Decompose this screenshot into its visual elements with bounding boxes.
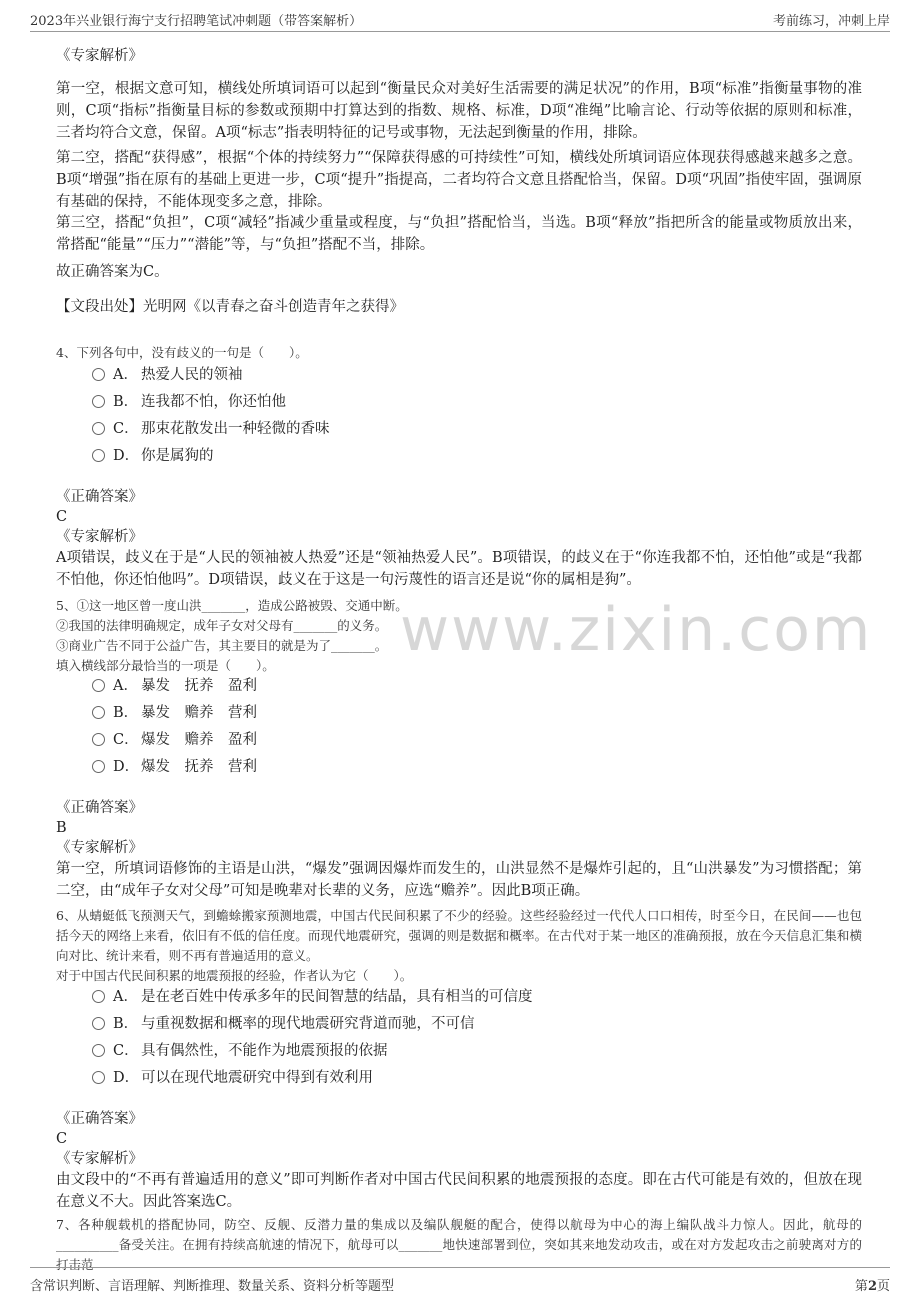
q4-option-d[interactable]: D． 你是属狗的 xyxy=(92,444,214,468)
q6-option-d[interactable]: D． 可以在现代地震研究中得到有效利用 xyxy=(92,1066,373,1090)
radio-icon[interactable] xyxy=(92,368,105,381)
q5-option-b[interactable]: B． 暴发 赡养 营利 xyxy=(92,701,257,725)
radio-icon[interactable] xyxy=(92,1044,105,1057)
q5-answer-block xyxy=(56,798,862,902)
q4-option-a[interactable]: A． 热爱人民的领袖 xyxy=(92,363,243,387)
answer-label: 《正确答案》 xyxy=(56,800,143,816)
q5-stem: 5、①这一地区曾一度山洪_______，造成公路被毁、交通中断。 ②我国的法律明确规定，成年子女对父母有_______的义务。 ③商业广告不同于公益广告，其主要目的就是为了_______。 填入横线部分最恰当的一项是（ ）。 xyxy=(56,598,408,673)
q3-conclusion: 故正确答案为C。 xyxy=(56,264,169,280)
q3-analysis-p3: 第三空，搭配“负担”，C项“减轻”指减少重量或程度，与“负担”搭配恰当，当选。B项“释放”指把所含的能量或物质放出来，常搭配“能量”“压力”“潜能”等，与“负担”搭配不当，排除。 xyxy=(56,215,862,253)
q5-option-a[interactable]: A． 暴发 抚养 盈利 xyxy=(92,674,257,698)
radio-icon[interactable] xyxy=(92,990,105,1003)
expert-label: 《专家解析》 xyxy=(56,840,143,856)
q7-stem: 7、各种舰载机的搭配协同，防空、反舰、反潜力量的集成以及编队舰艇的配合，使得以航母为中心的海上编队战斗力惊人。因此，航母的__________备受关注。在拥有持续高航速的情况下，航母可以_______地快速部署到位，突如其来地发动攻击，或在对方发起攻击之前驶离对方的打击范 xyxy=(56,1217,862,1272)
answer-value: C xyxy=(56,509,68,525)
radio-icon[interactable] xyxy=(92,422,105,435)
q5-option-d[interactable]: D． 爆发 抚养 营利 xyxy=(92,755,257,779)
radio-icon[interactable] xyxy=(92,706,105,719)
radio-icon[interactable] xyxy=(92,760,105,773)
q4-answer-block xyxy=(56,487,862,591)
q4-stem: 4、下列各句中，没有歧义的一句是（ ）。 xyxy=(56,345,308,360)
page-number: 第2页 xyxy=(854,1279,890,1294)
answer-value: B xyxy=(56,820,67,836)
answer-label: 《正确答案》 xyxy=(56,1111,143,1127)
radio-icon[interactable] xyxy=(92,449,105,462)
expert-label: 《专家解析》 xyxy=(56,529,143,545)
q4-analysis: A项错误，歧义在于是“人民的领袖被人热爱”还是“领袖热爱人民”。B项错误，的歧义在于“你连我都不怕，还怕他”或是“我都不怕他，你还怕他吗”。D项错误，歧义在于这是一句污蔑性的语言还是说“你的属相是狗”。 xyxy=(56,550,862,588)
q3-analysis-p1: 第一空，根据文意可知，横线处所填词语可以起到“衡量民众对美好生活需要的满足状况”的作用，B项“标准”指衡量事物的准则，C项“指标”指衡量目标的参数或预期中打算达到的指数、规格、标准，D项“准绳”比喻言论、行动等依据的原则和标准，三者均符合文意，保留。A项“标志”指表明特征的记号或事物，无法起到衡量的作用，排除。 xyxy=(56,81,862,141)
q6-analysis: 由文段中的“不再有普遍适用的意义”即可判断作者对中国古代民间积累的地震预报的态度。即在古代可能是有效的，但放在现在意义不大。因此答案选C。 xyxy=(56,1172,862,1210)
document-title: 2023年兴业银行海宁支行招聘笔试冲刺题（带答案解析） xyxy=(30,14,363,29)
q4-option-b[interactable]: B． 连我都不怕，你还怕他 xyxy=(92,390,286,414)
q6-answer-block xyxy=(56,1109,862,1213)
q6-option-a[interactable]: A． 是在老百姓中传承多年的民间智慧的结晶，具有相当的可信度 xyxy=(92,985,533,1009)
footer-note: 含常识判断、言语理解、判断推理、数量关系、资料分析等题型 xyxy=(30,1279,395,1294)
q5-analysis: 第一空，所填词语修饰的主语是山洪，“爆发”强调因爆炸而发生的，山洪显然不是爆炸引起的，且“山洪暴发”为习惯搭配；第二空，由“成年子女对父母”可知是晚辈对长辈的义务，应选“赡养”。因此B项正确。 xyxy=(56,861,862,899)
header-slogan: 考前练习，冲刺上岸 xyxy=(772,14,890,29)
page-footer xyxy=(30,1267,890,1302)
q3-analysis-p2: 第二空，搭配“获得感”，根据“个体的持续努力”“保障获得感的可持续性”可知，横线处所填词语应体现获得感越来越多之意。B项“增强”指在原有的基础上更进一步，C项“提升”指提高，二者均符合文意且搭配恰当，保留。D项“巩固”指使牢固，强调原有基础的保持，不能体现变多之意，排除。 xyxy=(56,150,862,210)
watermark: www.zixin.com xyxy=(400,595,873,665)
q6-option-b[interactable]: B． 与重视数据和概率的现代地震研究背道而驰，不可信 xyxy=(92,1012,475,1036)
radio-icon[interactable] xyxy=(92,1017,105,1030)
radio-icon[interactable] xyxy=(92,395,105,408)
q4-option-c[interactable]: C． 那束花散发出一种轻微的香味 xyxy=(92,417,330,441)
radio-icon[interactable] xyxy=(92,1071,105,1084)
answer-label: 《正确答案》 xyxy=(56,489,143,505)
expert-label: 《专家解析》 xyxy=(56,1151,143,1167)
q6-stem: 6、从蜻蜓低飞预测天气，到蟾蜍搬家预测地震，中国古代民间积累了不少的经验。这些经验经过一代代人口口相传，时至今日，在民间——也包括今天的网络上来看，依旧有不低的信任度。而现代地震研究，强调的则是数据和概率。在古代对于某一地区的准确预报，放在今天信息汇集和横向对比、统计来看，则不再有普遍适用的意义。 对于中国古代民间积累的地震预报的经验，作者认为它（ ）。 xyxy=(56,908,862,983)
q5-option-c[interactable]: C． 爆发 赡养 盈利 xyxy=(92,728,257,752)
radio-icon[interactable] xyxy=(92,733,105,746)
q6-option-c[interactable]: C． 具有偶然性，不能作为地震预报的依据 xyxy=(92,1039,388,1063)
q3-source: 【文段出处】光明网《以青春之奋斗创造青年之获得》 xyxy=(56,299,404,315)
answer-value: C xyxy=(56,1131,68,1147)
radio-icon[interactable] xyxy=(92,679,105,692)
q3-expert-label: 《专家解析》 xyxy=(56,48,143,64)
page-header xyxy=(30,0,890,32)
